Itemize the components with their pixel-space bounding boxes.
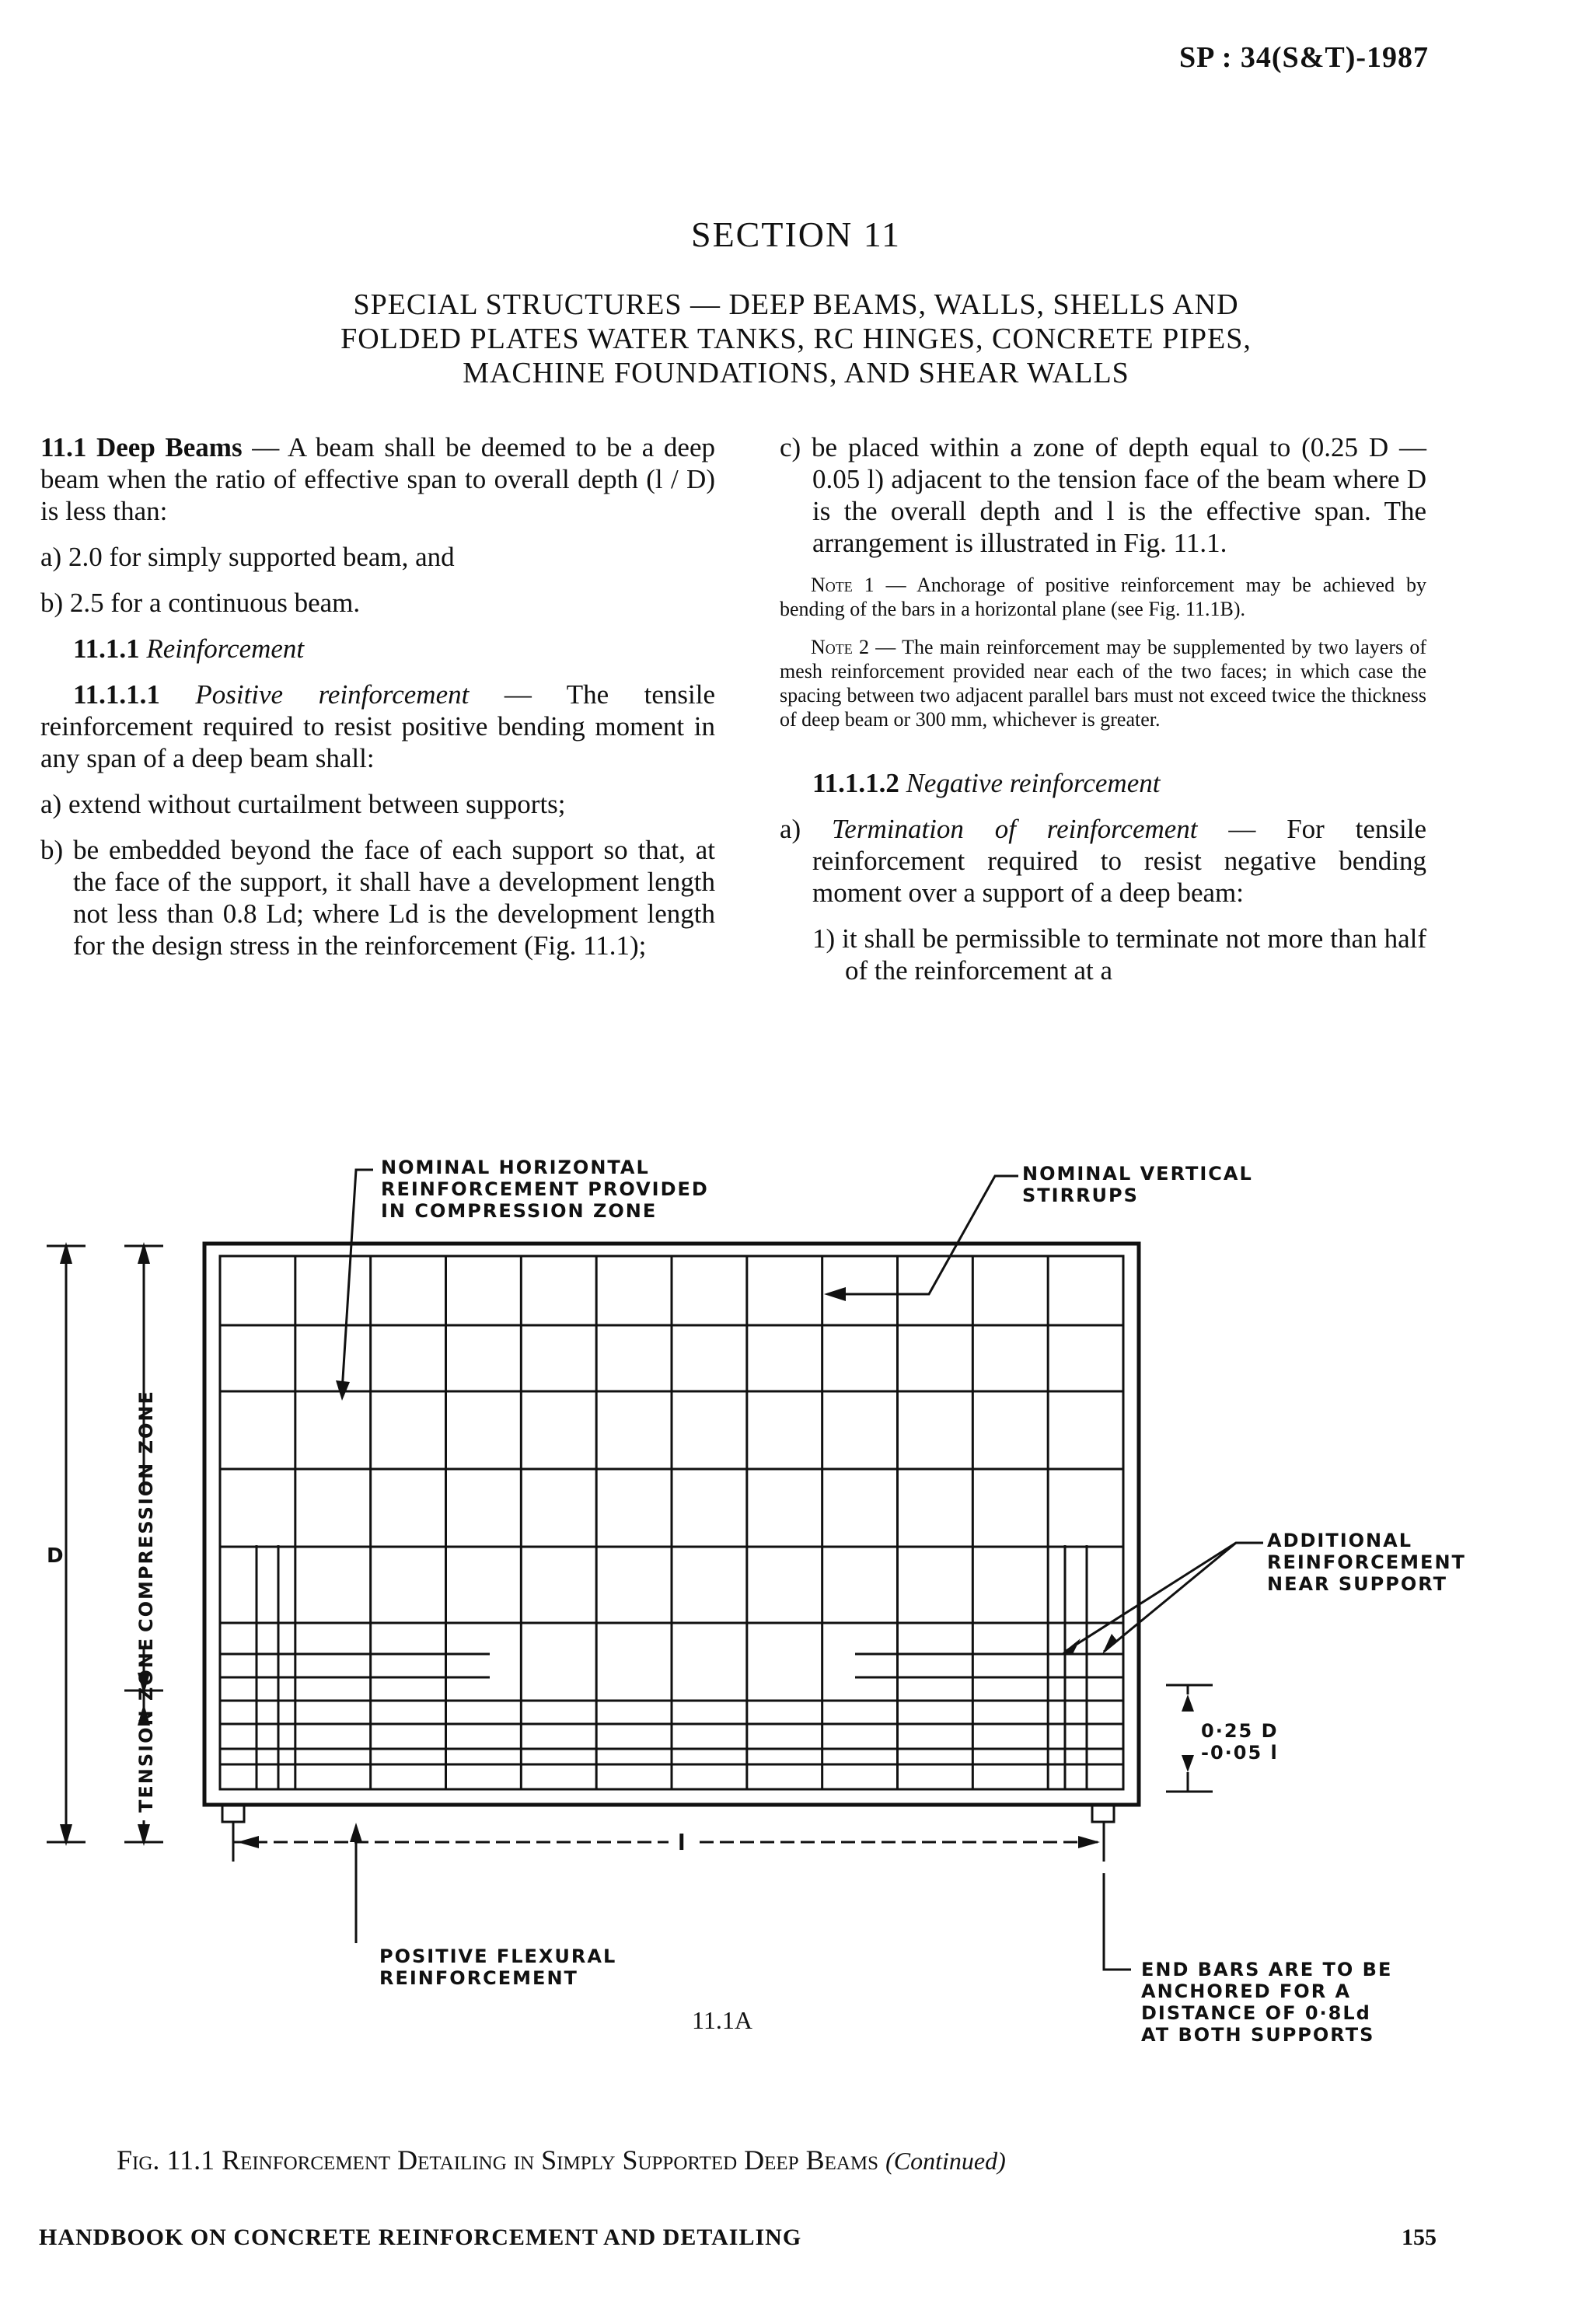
para-number: 11.1.1.1 <box>73 679 160 710</box>
note-2 <box>780 635 1426 731</box>
para-11-1 <box>40 431 715 527</box>
caption-text: Reinforcement Detailing in Simply Supported Deep Beams <box>222 2144 879 2176</box>
list-item: a) 2.0 for simply supported beam, and <box>40 542 455 572</box>
leader-endbars <box>1104 1873 1131 1970</box>
subsection-11-1-1 <box>40 633 715 665</box>
list-item: b) 2.5 for a continuous beam. <box>40 588 361 618</box>
label-positive-2: REINFORCEMENT <box>379 1967 578 1989</box>
label-depth-1: 0·25 D <box>1201 1720 1279 1742</box>
list-title: Termination of reinforcement <box>832 814 1198 844</box>
section-title: SECTION 11 <box>690 215 901 254</box>
label-vertical-2: STIRRUPS <box>1022 1185 1139 1206</box>
para-heading: Deep Beams <box>96 432 243 462</box>
label-vertical-1: NOMINAL VERTICAL <box>1022 1163 1253 1185</box>
para-number: 11.1 <box>40 432 87 462</box>
page-header-code: SP : 34(S&T)-1987 <box>1179 41 1429 74</box>
label-tension-zone: TENSION ZONE <box>135 1636 157 1813</box>
note-label: Note 2 <box>811 636 870 658</box>
arrowheads <box>60 1242 1194 1848</box>
label-horizontal-2: REINFORCEMENT PROVIDED <box>381 1178 709 1200</box>
section-subtitle <box>117 288 1475 390</box>
label-endbars-1: END BARS ARE TO BE <box>1141 1959 1393 1980</box>
footer-title: HANDBOOK ON CONCRETE REINFORCEMENT AND DETAILING <box>39 2225 802 2250</box>
caption-continued: (Continued) <box>885 2147 1006 2175</box>
vertical-stirrups <box>295 1256 1048 1789</box>
subsection-number: 11.1.1 <box>73 633 140 664</box>
note-1 <box>780 573 1426 621</box>
label-additional-1: ADDITIONAL <box>1267 1530 1413 1551</box>
subtitle-line: MACHINE FOUNDATIONS, AND SHEAR WALLS <box>463 357 1129 389</box>
right-column <box>780 431 1426 1000</box>
deep-beam-figure <box>0 1150 1592 2130</box>
subsection-title: Reinforcement <box>146 633 305 664</box>
label-depth-2: -0·05 l <box>1201 1742 1279 1764</box>
subtitle-line: FOLDED PLATES WATER TANKS, RC HINGES, CONCRETE PIPES, <box>340 323 1252 355</box>
subsection-11-1-1-2 <box>780 767 1426 799</box>
list-item: b) be embedded beyond the face of each support so that, at the face of the support, it shall have a development length not less than 0.8 Ld; where Ld is the development length for the design stress in the reinforcement (Fig. 11.1); <box>40 835 715 961</box>
label-additional-3: NEAR SUPPORT <box>1267 1573 1448 1595</box>
label-compression-zone: COMPRESSION ZONE <box>135 1390 157 1632</box>
figure-caption <box>117 2144 1006 2176</box>
label-horizontal-3: IN COMPRESSION ZONE <box>381 1200 658 1222</box>
label-endbars-4: AT BOTH SUPPORTS <box>1141 2024 1375 2046</box>
list-text: — For tensile reinforcement required to resist negative bending moment over a support of a deep beam: <box>812 814 1427 908</box>
left-column <box>40 431 715 975</box>
leader-horizontal <box>342 1170 373 1391</box>
note-text: — The main reinforcement may be supplemented by two layers of mesh reinforcement provided near each of the two faces; in which case the spacing between two adjacent parallel bars must not exceed twice the thickness of deep beam or 300 mm, whichever is greater. <box>780 636 1427 731</box>
subtitle-line: SPECIAL STRUCTURES — DEEP BEAMS, WALLS, SHELLS AND <box>353 288 1239 321</box>
label-endbars-2: ANCHORED FOR A <box>1141 1980 1352 2002</box>
leader-additional-1 <box>1065 1543 1263 1652</box>
list-item <box>780 813 1426 909</box>
para-text: — The tensile reinforcement required to resist positive bending moment in any span of a deep beam shall: <box>40 679 715 773</box>
right-support <box>1092 1805 1114 1822</box>
note-label: Note 1 <box>811 574 875 596</box>
para-heading: Positive reinforcement <box>195 679 470 710</box>
figure-sublabel: 11.1A <box>692 2006 752 2034</box>
list-item: 1) it shall be permissible to terminate not more than half of the reinforcement at a <box>812 923 1426 986</box>
para-text: — A beam shall be deemed to be a deep beam when the ratio of effective span to overall depth (l / D) is less than: <box>40 432 715 526</box>
list-item: c) be placed within a zone of depth equal to (0.25 D — 0.05 l) adjacent to the tension face of the beam where D is the overall depth and l is the effective span. The arrangement is illustrated in Fig. 11.1. <box>780 432 1426 558</box>
list-label: a) <box>780 814 801 844</box>
label-endbars-3: DISTANCE OF 0·8Ld <box>1141 2002 1371 2024</box>
list-item: a) extend without curtailment between supports; <box>40 789 566 819</box>
label-positive-1: POSITIVE FLEXURAL <box>379 1945 617 1967</box>
label-span-l: l <box>678 1830 687 1855</box>
label-additional-2: REINFORCEMENT <box>1267 1551 1466 1573</box>
note-text: — Anchorage of positive reinforcement may be achieved by bending of the bars in a horizontal plane (see Fig. 11.1B). <box>780 574 1427 620</box>
label-D: D <box>47 1544 65 1568</box>
caption-prefix: Fig. 11.1 <box>117 2144 215 2176</box>
subsection-number: 11.1.1.2 <box>812 768 899 798</box>
leader-vertical <box>828 1176 1018 1294</box>
label-horizontal-1: NOMINAL HORIZONTAL <box>381 1157 650 1178</box>
page-number: 155 <box>1402 2225 1437 2250</box>
para-11-1-1-1 <box>40 679 715 774</box>
subsection-title: Negative reinforcement <box>906 768 1161 798</box>
left-support <box>222 1805 244 1822</box>
